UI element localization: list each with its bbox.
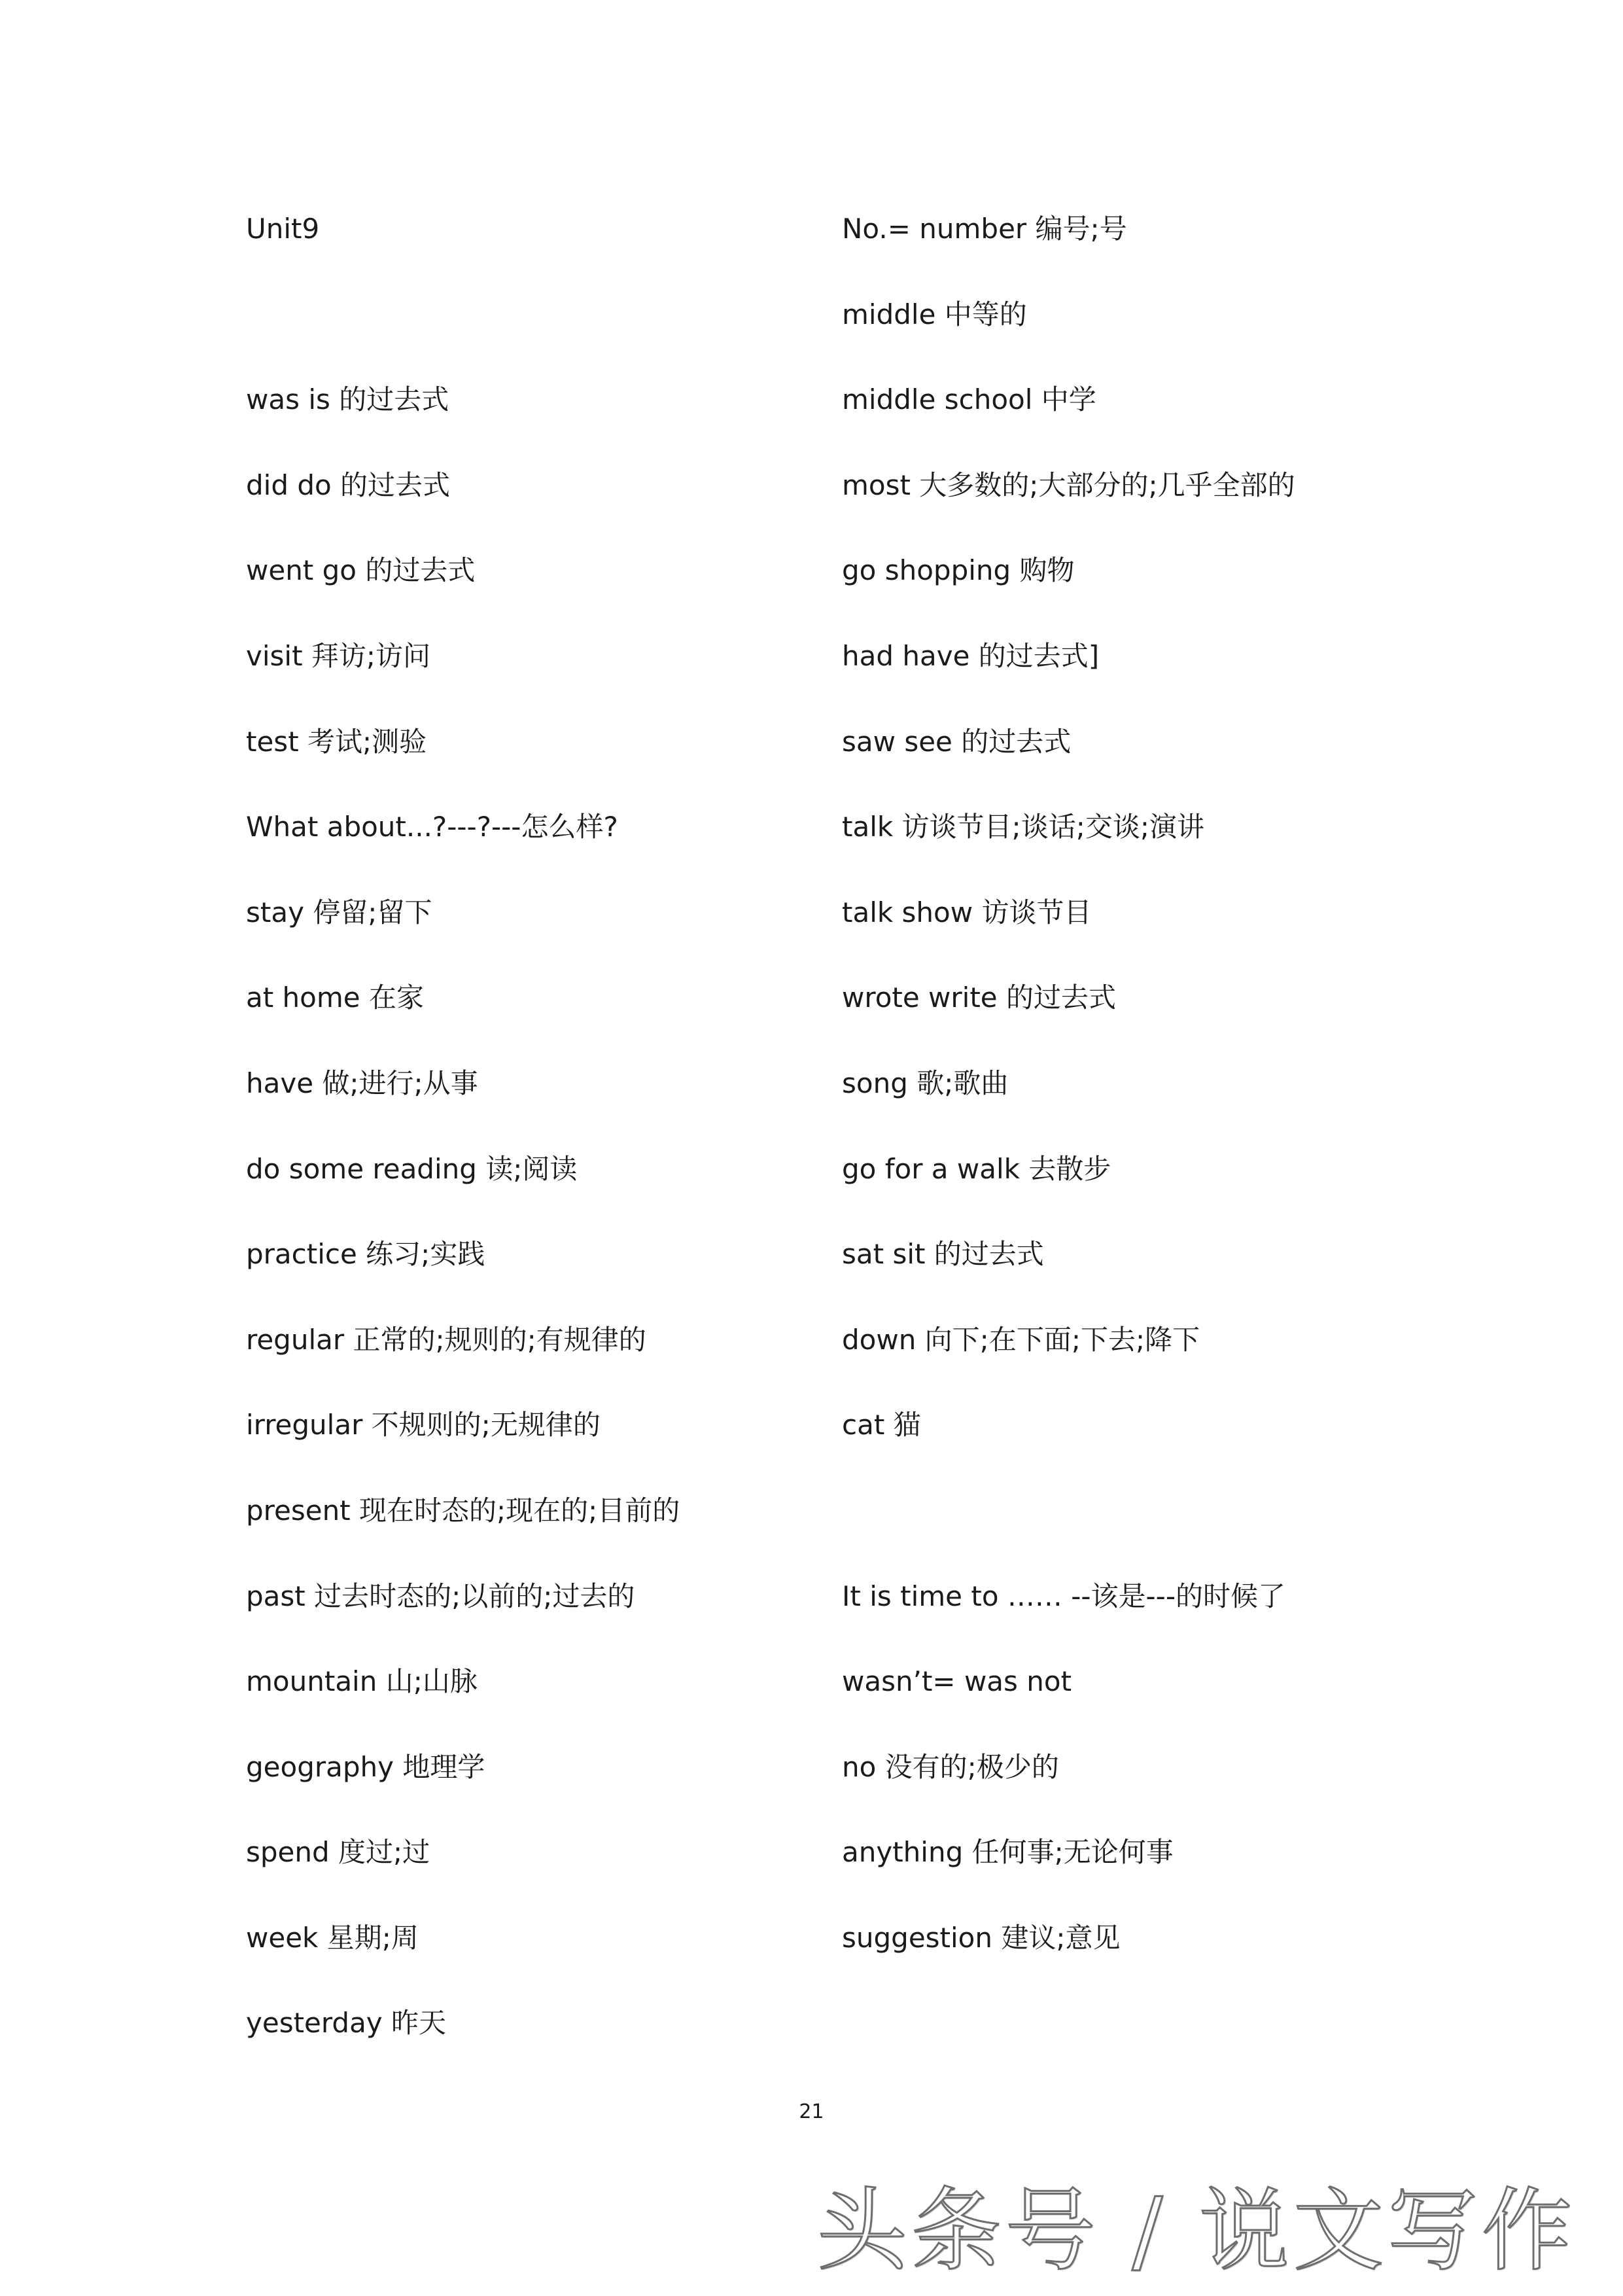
vocab-entry: yesterday 昨天 (246, 2007, 447, 2040)
vocab-entry: did do 的过去式 (246, 468, 451, 501)
vocab-entry: at home 在家 (246, 981, 424, 1014)
vocab-entry: talk show 访谈节目 (842, 896, 1092, 928)
vocab-entry: irregular 不规则的;无规律的 (246, 1409, 601, 1441)
vocab-entry: go shopping 购物 (842, 554, 1075, 587)
vocab-entry: practice 练习;实践 (246, 1238, 485, 1271)
page-number: 21 (799, 2100, 824, 2123)
vocab-entry: went go 的过去式 (246, 554, 476, 587)
vocab-entry-blank (246, 296, 822, 382)
vocab-entry: middle 中等的 (842, 298, 1027, 330)
vocab-entry: was is 的过去式 (246, 383, 449, 416)
vocab-entry: go for a walk 去散步 (842, 1152, 1111, 1185)
vocab-entry: Unit9 (246, 213, 320, 245)
vocab-entry-blank (842, 1492, 1418, 1578)
vocab-entry: talk 访谈节目;谈话;交谈;演讲 (842, 811, 1204, 843)
vocab-entry: stay 停留;留下 (246, 896, 432, 928)
vocab-entry: spend 度过;过 (246, 1836, 430, 1869)
vocab-entry: middle school 中学 (842, 383, 1096, 416)
vocab-entry: saw see 的过去式 (842, 725, 1072, 758)
vocab-column-right (842, 211, 1418, 2005)
vocab-entry: What about...?---?---怎么样? (246, 811, 618, 843)
vocab-entry: cat 猫 (842, 1409, 921, 1441)
vocab-entry: no 没有的;极少的 (842, 1750, 1059, 1783)
vocab-entry: down 向下;在下面;下去;降下 (842, 1323, 1200, 1356)
vocab-entry: geography 地理学 (246, 1750, 485, 1783)
vocab-entry: past 过去时态的;以前的;过去的 (246, 1580, 635, 1612)
vocab-entry: had have 的过去式] (842, 639, 1100, 672)
vocab-entry: sat sit 的过去式 (842, 1238, 1044, 1271)
vocab-entry: regular 正常的;规则的;有规律的 (246, 1323, 646, 1356)
vocab-column-left (246, 211, 822, 2091)
vocab-entry: song 歌;歌曲 (842, 1067, 1009, 1099)
vocab-entry: test 考试;测验 (246, 725, 427, 758)
vocab-entry: week 星期;周 (246, 1921, 419, 1954)
vocab-entry: It is time to …… --该是---的时候了 (842, 1580, 1285, 1612)
vocab-entry: anything 任何事;无论何事 (842, 1836, 1174, 1869)
vocab-entry: present 现在时态的;现在的;目前的 (246, 1494, 680, 1527)
vocab-entry: suggestion 建议;意见 (842, 1921, 1121, 1954)
vocab-entry: No.= number 编号;号 (842, 213, 1127, 245)
vocab-entry: wrote write 的过去式 (842, 981, 1116, 1014)
vocab-entry: have 做;进行;从事 (246, 1067, 478, 1099)
vocab-entry: most 大多数的;大部分的;几乎全部的 (842, 468, 1295, 501)
watermark: 头条号 / 说文写作 (816, 2178, 1576, 2284)
vocab-entry: do some reading 读;阅读 (246, 1152, 578, 1185)
vocab-entry: wasn’t= was not (842, 1665, 1072, 1698)
vocab-entry: visit 拜访;访问 (246, 639, 431, 672)
vocab-entry: mountain 山;山脉 (246, 1665, 478, 1698)
